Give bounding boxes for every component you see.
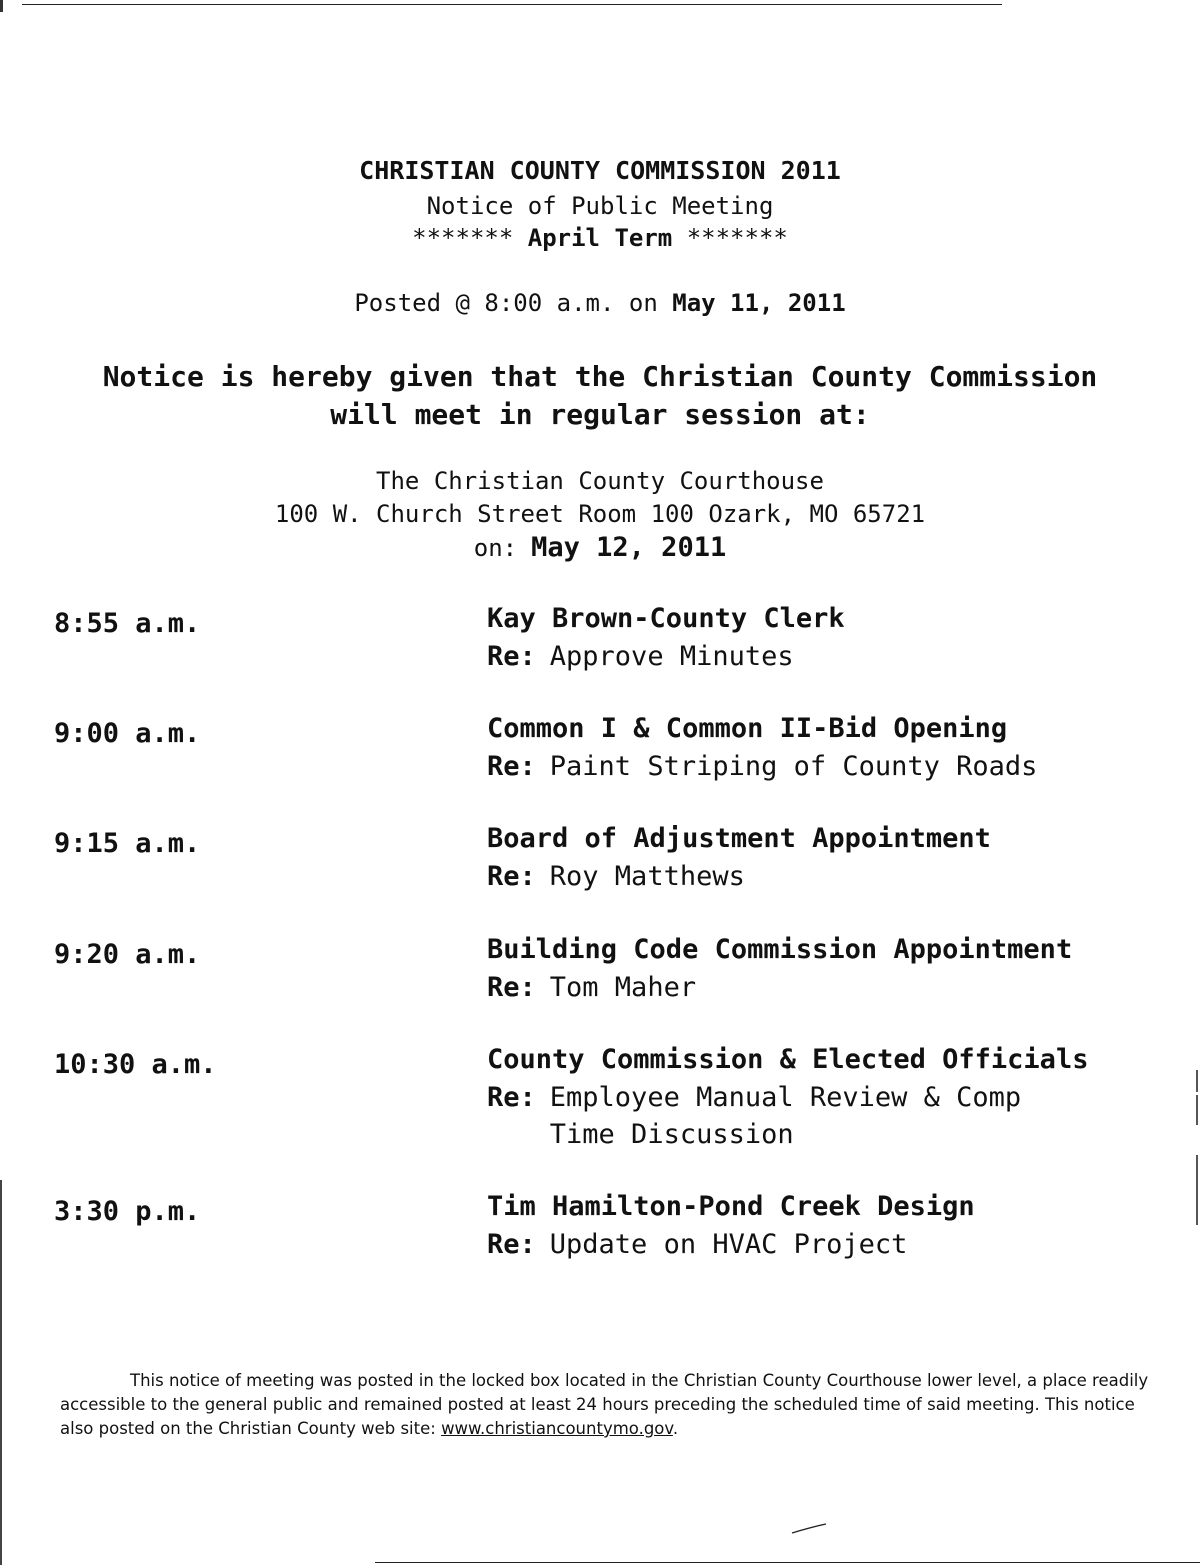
agenda-regarding	[487, 1226, 1187, 1263]
document-title: CHRISTIAN COUNTY COMMISSION 2011	[359, 156, 841, 185]
scan-edge-mark	[1196, 1070, 1198, 1092]
posted-prefix: Posted @ 8:00 a.m. on	[354, 289, 658, 317]
notice-line: Notice is hereby given that the Christian County Commission	[102, 360, 1098, 393]
meeting-date: May 12, 2011	[531, 532, 727, 563]
scan-edge-mark	[1196, 1095, 1198, 1125]
posted-date: May 11, 2011	[672, 289, 846, 317]
agenda-time: 10:30 a.m.	[54, 1049, 217, 1080]
agenda-regarding	[487, 1079, 1187, 1153]
notice-statement	[40, 358, 1160, 434]
on-label: on:	[473, 534, 518, 562]
re-text: Approve Minutes	[549, 641, 794, 672]
agenda-regarding	[487, 858, 1187, 895]
agenda-title: Kay Brown-County Clerk	[487, 603, 845, 634]
agenda-regarding	[487, 969, 1187, 1006]
agenda-regarding	[487, 638, 1187, 675]
notice-line: will meet in regular session at:	[330, 398, 870, 431]
handwritten-mark	[790, 1522, 830, 1536]
re-label: Re:	[487, 861, 536, 892]
re-label: Re:	[487, 972, 536, 1003]
county-website-link[interactable]: www.christiancountymo.gov	[441, 1419, 673, 1438]
agenda-title: Board of Adjustment Appointment	[487, 823, 991, 854]
term-line	[0, 224, 1200, 252]
agenda-body	[487, 1041, 1187, 1153]
agenda-body	[487, 931, 1187, 1006]
re-label: Re:	[487, 1082, 536, 1113]
agenda-regarding	[487, 748, 1187, 785]
re-label: Re:	[487, 751, 536, 782]
agenda-title: Tim Hamilton-Pond Creek Design	[487, 1191, 975, 1222]
agenda-time: 8:55 a.m.	[54, 608, 201, 639]
scan-edge-mark	[0, 0, 3, 12]
re-label: Re:	[487, 641, 536, 672]
re-text: Employee Manual Review & Comp Time Discussion	[549, 1082, 1022, 1150]
agenda-body	[487, 1188, 1187, 1263]
agenda-title: Building Code Commission Appointment	[487, 934, 1073, 965]
scan-edge-mark	[0, 1180, 2, 1565]
re-text: Paint Striping of County Roads	[549, 751, 1038, 782]
posted-line	[0, 289, 1200, 317]
posting-notice-footer	[60, 1369, 1150, 1441]
scan-border-top	[22, 4, 1002, 5]
venue-block	[0, 465, 1200, 531]
agenda-body	[487, 600, 1187, 675]
agenda-time: 9:15 a.m.	[54, 828, 201, 859]
term-label: April Term	[527, 224, 673, 252]
scan-edge-mark	[1196, 1155, 1198, 1225]
re-label: Re:	[487, 1229, 536, 1260]
re-text: Tom Maher	[549, 972, 697, 1003]
agenda-body	[487, 820, 1187, 895]
document-subtitle: Notice of Public Meeting	[426, 192, 774, 220]
agenda-body	[487, 710, 1187, 785]
scan-border-bottom	[375, 1562, 1200, 1563]
term-stars-left: *******	[412, 224, 514, 252]
agenda-time: 9:20 a.m.	[54, 939, 201, 970]
meeting-date-line	[0, 532, 1200, 563]
footer-end-punct: .	[672, 1419, 679, 1438]
venue-address: 100 W. Church Street Room 100 Ozark, MO 65721	[274, 500, 926, 528]
footer-text: This notice of meeting was posted in the locked box located in the Christian County Courthouse lower level, a place readily accessible to the general public and remained posted at least 24 hours preceding the scheduled time of said meeting. This notice also posted on the Christian County web site:	[60, 1371, 1149, 1438]
agenda-time: 3:30 p.m.	[54, 1196, 201, 1227]
venue-name: The Christian County Courthouse	[376, 467, 824, 495]
agenda-title: Common I & Common II-Bid Opening	[487, 713, 1008, 744]
agenda-time: 9:00 a.m.	[54, 718, 201, 749]
re-text: Update on HVAC Project	[549, 1229, 908, 1260]
agenda-title: County Commission & Elected Officials	[487, 1044, 1089, 1075]
term-stars-right: *******	[686, 224, 788, 252]
re-text: Roy Matthews	[549, 861, 745, 892]
